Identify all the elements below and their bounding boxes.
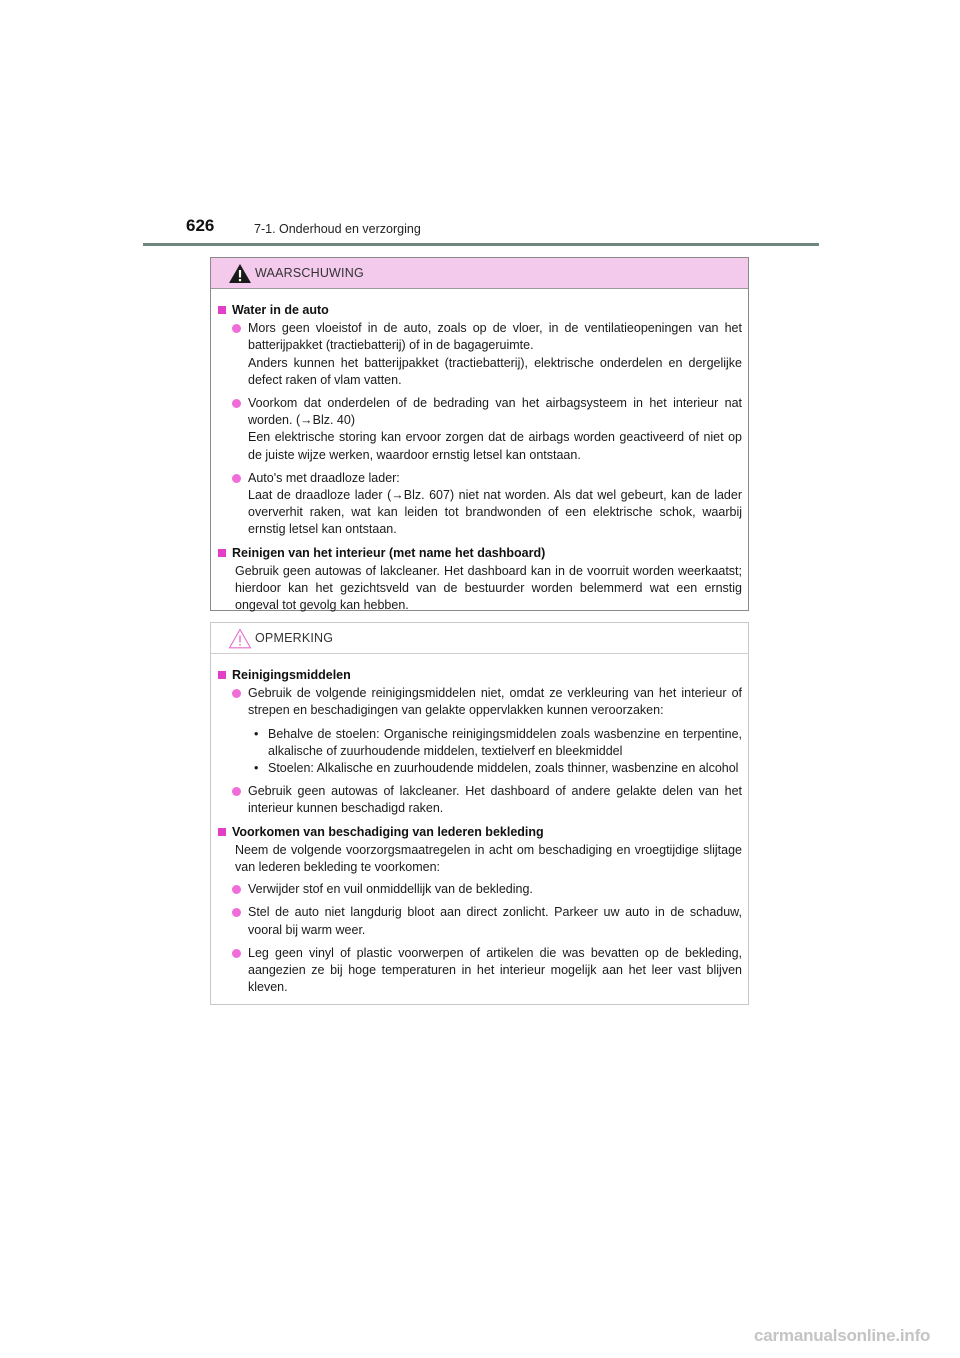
header-rule <box>143 243 819 246</box>
square-bullet-icon <box>218 828 226 836</box>
note-heading-leather: Voorkomen van beschadiging van lederen bekleding <box>217 824 742 841</box>
note-body <box>211 654 748 996</box>
warning-heading-water: Water in de auto <box>217 302 742 319</box>
circle-bullet-icon <box>232 474 241 483</box>
note-bullet-dust: Verwijder stof en vuil onmiddellijk van de bekleding. <box>217 881 742 898</box>
warning-header <box>211 258 748 289</box>
circle-bullet-icon <box>232 908 241 917</box>
note-bullet-cleaners: Gebruik de volgende reinigingsmiddelen niet, omdat ze verkleuring van het interieur of strepen en beschadigingen van gelakte oppervlakken kunnen veroorzaken: <box>217 685 742 719</box>
square-bullet-icon <box>218 549 226 557</box>
page-number: 626 <box>186 216 215 235</box>
note-sub-item-seats: • Stoelen: Alkalische en zuurhoudende middelen, zoals thinner, wasbenzine en alcohol <box>254 761 739 776</box>
warning-title: WAARSCHUWING <box>255 266 364 280</box>
circle-bullet-icon <box>232 399 241 408</box>
warning-bullet-spill: Mors geen vloeistof in de auto, zoals op de vloer, in de ventilatieopeningen van het batterijpakket (tractiebatterij) of in de bagageruimte. Anders kunnen het batterijpakket (tractiebatterij), elektrische onderdelen en dergelijke defect raken of vlam vatten. <box>217 320 742 389</box>
note-bullet-vinyl: Leg geen vinyl of plastic voorwerpen of artikelen die was bevatten op de bekleding, aangezien ze bij hoge temperaturen in het interieur mogelijk aan het leer vast blijven kleven. <box>217 945 742 997</box>
note-bullet-sunlight: Stel de auto niet langdurig bloot aan direct zonlicht. Parkeer uw auto in de schaduw, vooral bij warm weer. <box>217 904 742 938</box>
warning-heading-interior: Reinigen van het interieur (met name het dashboard) <box>217 545 742 562</box>
circle-bullet-icon <box>232 949 241 958</box>
watermark-text: carmanualsonline.info <box>754 1326 931 1345</box>
note-heading-cleaners: Reinigingsmiddelen <box>217 667 742 684</box>
circle-bullet-icon <box>232 689 241 698</box>
warning-body <box>211 289 748 614</box>
note-box <box>210 622 749 1005</box>
watermark-logo <box>748 1318 954 1354</box>
warning-bullet-charger: Auto's met draadloze lader: Laat de draadloze lader (→Blz. 607) niet nat worden. Als dat wel gebeurt, kan de lader oververhit raken, wat kan leiden tot brandwonden of een elektrische schok, waarbij ernstig letsel kan ontstaan. <box>217 470 742 539</box>
warning-box <box>210 257 749 611</box>
warning-triangle-icon <box>228 263 252 284</box>
circle-bullet-icon <box>232 885 241 894</box>
circle-bullet-icon <box>232 324 241 333</box>
square-bullet-icon <box>218 306 226 314</box>
warning-paragraph-dashboard: Gebruik geen autowas of lakcleaner. Het dashboard kan in de voorruit worden weerkaatst; hierdoor kan het gezichtsveld van de bestuurder worden belemmerd wat een ernstig ongeval tot gevolg kan hebben. <box>235 563 742 613</box>
note-paragraph-leather: Neem de volgende voorzorgsmaatregelen in acht om beschadiging en vroegtijdige slijtage van lederen bekleding te voorkomen: <box>235 842 742 875</box>
note-title: OPMERKING <box>255 631 334 645</box>
warning-bullet-airbag: Voorkom dat onderdelen of de bedrading van het airbagsysteem in het interieur nat worden. (→Blz. 40) Een elektrische storing kan ervoor zorgen dat de airbags worden geactiveerd of niet op de juiste wijze werken, waardoor ernstig letsel kan ontstaan. <box>217 395 742 464</box>
note-sub-item-seats-excluded: • Behalve de stoelen: Organische reinigingsmiddelen zoals wasbenzine en terpentine, alkalische of zuurhoudende middelen, textielverf en bleekmiddel <box>254 726 742 758</box>
section-title: 7-1. Onderhoud en verzorging <box>254 222 421 236</box>
square-bullet-icon <box>218 671 226 679</box>
note-bullet-polish: Gebruik geen autowas of lakcleaner. Het dashboard of andere gelakte delen van het interieur kunnen beschadigd raken. <box>217 783 742 817</box>
caution-triangle-icon <box>228 628 252 649</box>
note-header <box>211 623 748 654</box>
circle-bullet-icon <box>232 787 241 796</box>
